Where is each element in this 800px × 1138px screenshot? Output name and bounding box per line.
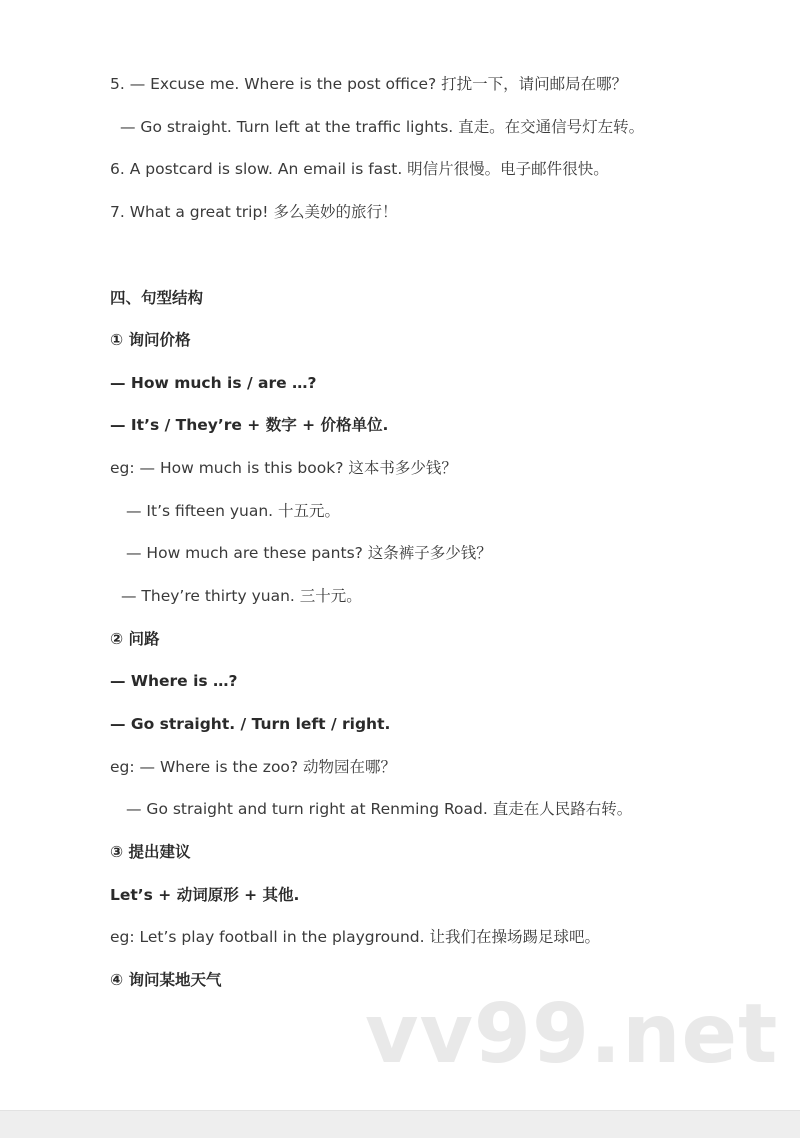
pattern-where-is: — Where is …? — [110, 672, 238, 690]
subheading-suggestions: ③ 提出建议 — [110, 843, 191, 861]
example-price-question-1: eg: — How much is this book? 这本书多少钱？ — [110, 459, 457, 477]
example-way-question: eg: — Where is the zoo? 动物园在哪？ — [110, 758, 397, 776]
sentence-5-answer: — Go straight. Turn left at the traffic lights. 直走。在交通信号灯左转。 — [120, 118, 645, 136]
subheading-weather: ④ 询问某地天气 — [110, 971, 222, 989]
pattern-price-answer: — It’s / They’re + 数字 + 价格单位. — [110, 416, 389, 434]
example-price-answer-1: — It’s fifteen yuan. 十五元。 — [126, 502, 341, 520]
pattern-lets: Let’s + 动词原形 + 其他. — [110, 886, 300, 904]
watermark: vv99.net — [365, 987, 779, 1082]
section-heading-sentence-structures: 四、句型结构 — [110, 289, 204, 307]
example-suggestion: eg: Let’s play football in the playground. 让我们在操场踢足球吧。 — [110, 928, 600, 946]
sentence-7: 7. What a great trip! 多么美妙的旅行！ — [110, 203, 398, 221]
example-price-answer-2: — They’re thirty yuan. 三十元。 — [121, 587, 362, 605]
sentence-5-question: 5. — Excuse me. Where is the post office? 打扰一下，请问邮局在哪？ — [110, 75, 628, 93]
subheading-asking-way: ② 问路 — [110, 630, 160, 648]
sentence-6: 6. A postcard is slow. An email is fast. 明信片很慢。电子邮件很快。 — [110, 160, 609, 178]
pattern-how-much: — How much is / are …? — [110, 374, 317, 392]
subheading-asking-price: ① 询问价格 — [110, 331, 191, 349]
pattern-directions: — Go straight. / Turn left / right. — [110, 715, 391, 733]
page-bottom-edge — [0, 1110, 800, 1138]
example-price-question-2: — How much are these pants? 这条裤子多少钱？ — [126, 544, 492, 562]
example-way-answer: — Go straight and turn right at Renming Road. 直走在人民路右转。 — [126, 800, 633, 818]
